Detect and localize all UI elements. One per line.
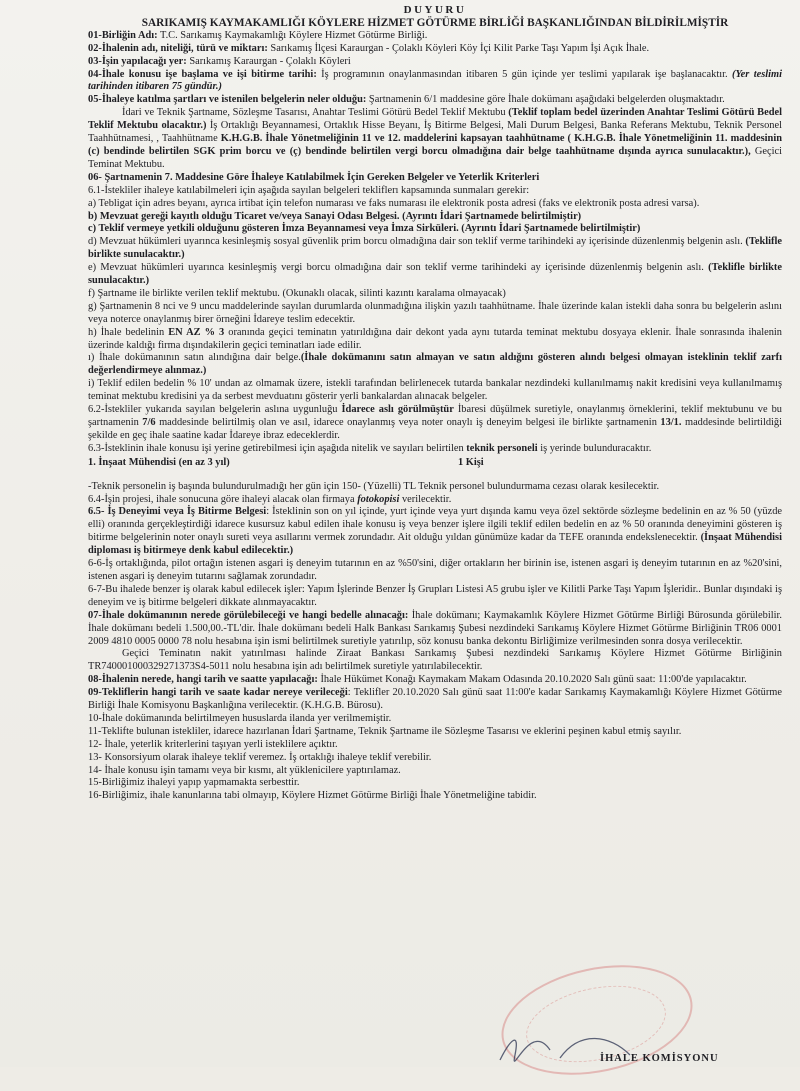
item-06: 06- Şartnamenin 7. Maddesine Göre İhaleye Katılabilmek İçin Gereken Belgeler ve Yeterlik Kriterleri	[88, 171, 540, 183]
announcement-body	[88, 4, 782, 803]
item-i: i) Teklif edilen bedelin % 10' undan az olmamak üzere, istekli tarafından belirlenecek tutarda bankalar nezdindeki kullanılmamış nakit kredisini veya kullanılmamış teminat mektubu kredisini ya da serbest mevduatını gösterir yerli bankalardan alınacak belgeler.	[88, 378, 782, 403]
item-16: 16-Birliğimiz, ihale kanunlarına tabi olmayıp, Köylere Hizmet Götürme Birliği İhale Yönetmeliğine tabidir.	[88, 790, 537, 802]
item-h: h) İhale bedelinin EN AZ % 3 oranında geçici teminatın yatırıldığına dair dekont yada aynı tutarda teminat mektubu dosyaya eklenir. İhale sonrasında ihalenin üzerinde kaldığı firma dışındakilerin geçici teminatları iade edilir.	[88, 326, 782, 351]
item-g: g) Şartnamenin 8 nci ve 9 uncu maddelerinde sayılan durumlarda olunmadığına ilişkin yazılı taahhütname. İhale üzerinde kalan istekli daha sonra bu belgelerin aslını veya noterce onaylanmış birer örneğini İdareye teslim edecektir.	[88, 300, 782, 325]
item-6-4: 6.4-İşin projesi, ihale sonucuna göre ihaleyi alacak olan firmaya fotokopisi verilecektir.	[88, 493, 452, 505]
item-14: 14- İhale konusu işin tamamı veya bir kısmı, alt yüklenicilere yaptırılamaz.	[88, 764, 401, 776]
personnel-role: 1. İnşaat Mühendisi (en az 3 yıl)	[88, 456, 230, 468]
item-6-7: 6-7-Bu ihalede benzer iş olarak kabul edilecek işler: Yapım İşlerinde Benzer İş Grupları Listesi A5 grubu işler ve Kilitli Parke Taşı Yapım İşleridir.. Bunlar dışındaki iş deneyim ve iş bitirme belgeleri dikkate alınmayacaktır.	[88, 583, 782, 608]
item-d: d) Mevzuat hükümleri uyarınca kesinleşmiş sosyal güvenlik prim borcu olmadığına dair son teklif verme tarihindeki ay içerisinde düzenlenmiş belgenin aslı. (Teklifle birlikte sunulacaktır.)	[88, 236, 782, 261]
documents-list: İdari ve Teknik Şartname, Sözleşme Tasarısı, Anahtar Teslimi Götürü Bedel Teklif Mektubu (Teklif toplam bedel üzerinden Anahtar Teslimi Götürü Bedel Teklif Mektubu olacaktır.) İş Ortaklığı Beyannamesi, Ortaklık Hisse Beyanı, İş Bitirme Belgesi, Mali Durum Belgesi, Banka Referans Mektubu, Teknik Personel Taahhütnamesi, , Taahhütname K.H.G.B. İhale Yönetmeliğinin 11 ve 12. maddelerini kapsayan taahhütname ( K.H.G.B. İhale Yönetmeliğinin 11. maddesinin (c) bendinde belirtilen SGK prim borcu ve (ç) bendinde belirtilen vergi borcu olmadığına dair belge taahhütname dışında ayrıca sunulacaktır.), Geçici Teminat Mektubu.	[88, 107, 783, 170]
personnel-penalty: -Teknik personelin iş başında bulundurulmadığı her gün için 150- (Yüzelli) TL Teknik personel bulundurmama cezası olarak kesilecektir.	[88, 480, 660, 492]
item-13: 13- Konsorsiyum olarak ihaleye teklif veremez. İş ortaklığı ihaleye teklif verebilir.	[88, 751, 432, 763]
item-10: 10-İhale dokümanında belirtilmeyen hususlarda ilanda yer verilmemiştir.	[88, 712, 392, 724]
doc-subtitle: SARIKAMIŞ KAYMAKAMLIĞI KÖYLERE HİZMET GÖTÜRME BİRLİĞİ BAŞKANLIĞINDAN BİLDİRİLMİŞTİR	[141, 16, 729, 29]
commission-label: İHALE KOMİSYONU	[600, 1053, 719, 1064]
item-08: 08-İhalenin nerede, hangi tarih ve saatte yapılacağı: İhale Hükümet Konağı Kaymakam Makam Odasında 20.10.2020 Salı günü saat: 11:00'de yapılacaktır.	[88, 674, 747, 686]
doc-title: DUYURU	[403, 4, 467, 16]
item-01: 01-Birliğin Adı: T.C. Sarıkamış Kaymakamlığı Köylere Hizmet Götürme Birliği.	[88, 29, 428, 41]
item-6-5: 6.5- İş Deneyimi veya İş Bitirme Belgesi: İsteklinin son on yıl içinde, yurt içinde veya yurt dışında kamu veya özel sektörde sözleşme bedelinin en az % 50 (yüzde elli) oranında gerçekleştirdiği idarece kusursuz kabul edilen ihale konusu iş veya benzer işlere ilgili teklif edilen bedelin en az % 50 oranında deneyimini gösteren iş bitirme belgelerinin noter onaylı sureti veya asıllarını vermek zorundadır. Ait olduğu yıldan günümüze kadar da TEFE oranında endekslenecektir. (İnşaat Mühendisi diploması iş bitirmeye denk kabul edilecektir.)	[88, 506, 783, 557]
temporary-guarantee: Geçici Teminatın nakit yatırılması halinde Ziraat Bankası Sarıkamış Şubesi nezdindeki Sarıkamış Köylere Hizmet Götürme Birliğinin TR740001000329271373S4-5011 nolu hesabına işin adı belirtilmek suretiyle yatırılabilecektir.	[88, 648, 782, 673]
item-6-3: 6.3-İsteklinin ihale konusu işi yerine getirebilmesi için aşağıda nitelik ve sayıları belirtilen teknik personeli iş yerinde bulunduracaktır.	[88, 442, 652, 454]
item-b: b) Mevzuat gereği kayıtlı olduğu Ticaret ve/veya Sanayi Odası Belgesi. (Ayrıntı İdari Şartnamede belirtilmiştir)	[88, 210, 582, 222]
item-a: a) Tebligat için adres beyanı, ayrıca irtibat için telefon numarası ve faks numarası ile elektronik posta adresi (faks ve elektronik posta adresi varsa).	[88, 197, 700, 209]
item-f: f) Şartname ile birlikte verilen teklif mektubu. (Okunaklı olacak, silinti kazıntı karalama olmayacak)	[88, 287, 506, 299]
item-07: 07-İhale dokümanının nerede görülebileceği ve hangi bedelle alınacağı: İhale dokümanı; Kaymakamlık Köylere Hizmet Götürme Birliği Bürosunda görülebilir. İhale dokümanı bedeli 1.500,00.-TL'dir. İhale dokümanı bedeli Halk Bankası Sarıkamış Şubesi nezdindeki Sarıkamış Köylere Hizmet Götürme Birliğinin TR06 0001 2009 4810 0005 0000 78 nolu hesabına işin ismi belirtilmek suretiyle yatırılıp, söz konusu banka dekontu Birliğimize verilmesinden sonra dosya verilecektir.	[88, 609, 782, 647]
item-09: 09-Tekliflerin hangi tarih ve saate kadar nereye verileceği: Teklifler 20.10.2020 Salı günü saat 11:00'e kadar Sarıkamış Kaymakamlığı Köylere Hizmet Götürme Birliği İhale Komisyonu Başkanlığına verilecektir. (K.H.G.B. Bürosu).	[88, 687, 782, 712]
item-04: 04-İhale konusu işe başlama ve işi bitirme tarihi: İş programının onaylanmasından itibaren 5 gün içinde yer teslimi yapılarak işe başlanacaktır. (Yer teslimi tarihinden itibaren 75 gündür.)	[88, 68, 782, 93]
item-11: 11-Teklifte bulunan istekliler, idarece hazırlanan İdari Şartname, Teknik Şartname ile Sözleşme Tasarısı ve eklerini peşinen kabul etmiş sayılır.	[88, 725, 682, 737]
item-c: c) Teklif vermeye yetkili olduğunu gösteren İmza Beyannamesi veya İmza Sirküleri. (Ayrıntı İdari Şartnamede belirtilmiştir)	[88, 223, 641, 235]
personnel-row	[88, 457, 782, 470]
item-12: 12- İhale, yeterlik kriterlerini taşıyan yerli isteklilere açıktır.	[88, 738, 338, 750]
item-6-2: 6.2-İstekliler yukarıda sayılan belgelerin aslına uygunluğu İdarece aslı görülmüştür İbaresi düşülmek suretiyle, onaylanmış örneklerini, teklif mektubunu ve bu şartnamenin 7/6 maddesinde belirtilmiş olan ve asıl, idarece onaylanmış veya noter onaylı iş deneyim belgesi ile birlikte şartnamenin 13/1. maddesinde belirtildiği şekilde en geç ihale saatine kadar İdareye ibraz edeceklerdir.	[88, 404, 782, 441]
item-i-dotless: ı) İhale dokümanının satın alındığına dair belge.(İhale dokümanını satın almayan ve satın aldığını gösteren alındı belgesi olmayan isteklinin teklif zarfı değerlendirmeye alınmaz.)	[88, 352, 782, 377]
item-05: 05-İhaleye katılma şartları ve istenilen belgelerin neler olduğu: Şartnamenin 6/1 maddesine göre İhale dokümanı aşağıdaki belgelerden oluşmaktadır.	[88, 94, 725, 106]
item-6-1: 6.1-İstekliler ihaleye katılabilmeleri için aşağıda sayılan belgeleri tekliflerı kapsamında sunmaları gerekir:	[88, 184, 530, 196]
personnel-count: 1 Kişi	[458, 456, 484, 468]
item-02: 02-İhalenin adı, niteliği, türü ve miktarı: Sarıkamış İlçesi Karaurgan - Çolaklı Köyleri Köy İçi Kilit Parke Taşı Yapım İşi Açık İhale.	[88, 42, 650, 54]
item-03: 03-İşin yapılacağı yer: Sarıkamış Karaurgan - Çolaklı Köyleri	[88, 55, 351, 67]
item-6-6: 6-6-İş ortaklığında, pilot ortağın istenen asgari iş deneyim tutarının en az %50'sini, diğer ortakların her birinin ise, istenen asgari iş deneyim tutarının en az %20'sini, istenen asgari iş deneyim tutarını sağlamak zorundadır.	[88, 558, 782, 582]
item-e: e) Mevzuat hükümleri uyarınca kesinleşmiş vergi borcu olmadığına dair son teklif verme tarihindeki ay içerisinde düzenlenmiş belgenin aslı. (Teklifle birlikte sunulacaktır.)	[88, 262, 782, 287]
item-15: 15-Birliğimiz ihaleyi yapıp yapmamakta serbesttir.	[88, 777, 300, 789]
